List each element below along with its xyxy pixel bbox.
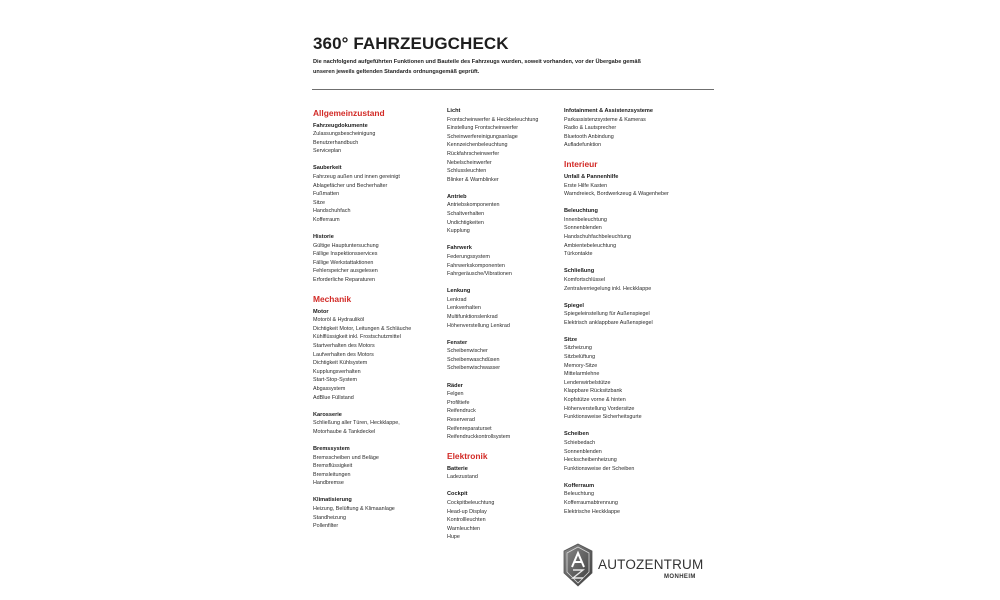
- checklist-item: Profiltiefe: [447, 399, 470, 406]
- checklist-item: Lenkrad: [447, 296, 467, 303]
- group-title: Scheiben: [564, 431, 589, 438]
- checklist-item: Scheinwerfereinigungsanlage: [447, 133, 518, 140]
- checklist-item: Sitzheizung: [564, 345, 592, 352]
- checklist-item: Scheibenwischer: [447, 348, 488, 355]
- checklist-item: Head-up Display: [447, 508, 487, 515]
- checklist-item: Pollenfilter: [313, 523, 339, 530]
- checklist-item: Ladezustand: [447, 474, 478, 481]
- checklist-group: [564, 207, 684, 259]
- checklist-item: Blinker & Warnblinker: [447, 176, 499, 183]
- checklist-item: Komfortschlüssel: [564, 276, 606, 283]
- checklist-item: Gültige Hauptuntersuchung: [313, 242, 379, 249]
- checklist-item: Bremsflüssigkeit: [313, 463, 353, 470]
- checklist-item: Mittelarmlehne: [564, 371, 600, 378]
- checklist-item: Schiebedach: [564, 439, 596, 446]
- checklist-item: Erste Hilfe Kasten: [564, 182, 608, 189]
- group-title: Beleuchtung: [564, 208, 598, 215]
- checklist-group: [564, 267, 684, 293]
- checklist-item: Kühlflüssigkeit inkl. Frostschutzmittel: [313, 334, 401, 341]
- checklist-item: Einstellung Frontscheinwerfer: [447, 125, 519, 132]
- checklist-item: Kopfstütze vorne & hinten: [564, 397, 626, 404]
- checklist-item: Antriebskomponenten: [447, 202, 500, 209]
- checklist-item: Reserverad: [447, 416, 475, 423]
- page-title: 360° FAHRZEUGCHECK: [313, 34, 509, 53]
- checklist-item: Felgen: [447, 391, 464, 398]
- checklist-group: [313, 308, 433, 403]
- group-title: Fenster: [447, 339, 468, 346]
- checklist-item: Schließung aller Türen, Heckklappe,: [313, 420, 400, 427]
- checklist-group: [447, 339, 567, 373]
- checklist-item: Aufladefunktion: [564, 142, 602, 149]
- checklist-item: Startverhalten des Motors: [313, 342, 375, 349]
- checklist-group: [564, 107, 684, 150]
- checklist-group: [313, 411, 433, 437]
- checklist-item: Reifenreparaturset: [447, 425, 492, 432]
- checklist-group: [313, 122, 433, 156]
- checklist-item: Memory-Sitze: [564, 362, 598, 369]
- checklist-item: Sitze: [313, 199, 325, 206]
- checklist-item: Multifunktionslenkrad: [447, 313, 498, 320]
- group-title: Fahrzeugdokumente: [313, 122, 368, 129]
- group-title: Sitze: [564, 336, 578, 343]
- checklist-item: Motorhaube & Tankdeckel: [313, 428, 376, 435]
- checklist-item: Ablagefächer und Becherhalter: [313, 182, 388, 189]
- section-title: Mechanik: [313, 294, 352, 305]
- checklist-item: Funktionsweise Sicherheitsgurte: [564, 414, 642, 421]
- checklist-item: Türkontakte: [564, 251, 593, 258]
- checklist-item: Heizung, Belüftung & Klimaanlage: [313, 505, 395, 512]
- checklist-item: Rückfahrscheinwerfer: [447, 150, 500, 157]
- checklist-item: Elektrische Heckklappe: [564, 508, 621, 515]
- checklist-item: Elektrisch anklappbare Außenspiegel: [564, 319, 653, 326]
- checklist-item: Radio & Lautsprecher: [564, 125, 617, 132]
- checklist-item: Federungssystem: [447, 253, 490, 260]
- checklist-item: Fehlerspeicher ausgelesen: [313, 268, 378, 275]
- checklist-item: Fahrwerkskomponenten: [447, 262, 505, 269]
- checklist-group: [564, 430, 684, 473]
- checklist-item: Handschuhfachbeleuchtung: [564, 234, 631, 241]
- section-title: Elektronik: [447, 451, 488, 462]
- checklist-item: Kofferraum: [313, 216, 340, 223]
- checklist-group: [313, 164, 433, 224]
- group-title: Schließung: [564, 268, 595, 275]
- group-title: Lenkung: [447, 288, 471, 295]
- checklist-item: Scheibenwaschdüsen: [447, 356, 500, 363]
- checklist-item: Parkassistenzsysteme & Kameras: [564, 116, 646, 123]
- checklist-item: AdBlue Füllstand: [313, 394, 354, 401]
- checklist-item: Kofferraumabtrennung: [564, 499, 618, 506]
- checklist-item: Fällige Inspektionsservices: [313, 251, 378, 258]
- header-divider: [312, 89, 714, 90]
- logo-city: MONHEIM: [664, 574, 696, 580]
- checklist-item: Reifendruckkontrollsystem: [447, 434, 511, 441]
- shield-logo-icon: [563, 543, 593, 587]
- checklist-item: Bremsscheiben und Beläge: [313, 454, 379, 461]
- checklist-item: Nebelscheinwerfer: [447, 159, 492, 166]
- checklist-item: Sonnenblenden: [564, 225, 602, 232]
- checklist-item: Erforderliche Reparaturen: [313, 277, 376, 283]
- group-title: Kofferraum: [564, 482, 595, 489]
- checklist-group: [447, 465, 567, 482]
- checklist-item: Beleuchtung: [564, 491, 594, 498]
- checklist-column-1: [313, 107, 433, 539]
- checklist-item: Warndreieck, Bordwerkzeug & Wagenheber: [564, 191, 669, 198]
- checklist-group: [447, 382, 567, 442]
- checklist-item: Kupplungsverhalten: [313, 368, 361, 375]
- checklist-item: Zentralverriegelung inkl. Heckklappe: [564, 285, 652, 292]
- group-title: Bremssystem: [313, 445, 350, 452]
- checklist-group: [447, 107, 567, 184]
- group-title: Antrieb: [447, 193, 467, 200]
- checklist-group: [313, 496, 433, 530]
- checklist-item: Höhenverstellung Lenkrad: [447, 322, 510, 329]
- checklist-column-2: [447, 107, 567, 550]
- checklist-item: Cockpitbeleuchtung: [447, 499, 495, 506]
- checklist-item: Schaltverhalten: [447, 211, 485, 218]
- checklist-item: Höhenverstellung Vordersitze: [564, 405, 635, 412]
- checklist-item: Kennzeichenbeleuchtung: [447, 142, 508, 149]
- checklist-item: Kontrollleuchten: [447, 517, 486, 524]
- section-title: Allgemeinzustand: [313, 108, 385, 118]
- checklist-item: Dichtigkeit Kühlsystem: [313, 360, 368, 367]
- checklist-item: Handschuhfach: [313, 208, 351, 215]
- checklist-item: Fußmatten: [313, 191, 340, 198]
- group-title: Licht: [447, 108, 461, 114]
- checklist-item: Ambientebeleuchtung: [564, 242, 617, 249]
- logo-name: AUTOZENTRUM: [598, 557, 704, 572]
- checklist-item: Motoröl & Hydrauliköl: [313, 317, 365, 324]
- group-title: Sauberkeit: [313, 165, 342, 172]
- checklist-item: Bremsleitungen: [313, 471, 351, 478]
- checklist-item: Spiegeleinstellung für Außenspiegel: [564, 311, 650, 318]
- checklist-group: [564, 336, 684, 422]
- checklist-group: [313, 233, 433, 285]
- checklist-item: Klappbare Rücksitzbank: [564, 388, 623, 395]
- checklist-item: Fahrzeug außen und innen gereinigt: [313, 173, 400, 180]
- group-title: Räder: [447, 382, 463, 389]
- checklist-item: Fahrgeräusche/Vibrationen: [447, 271, 512, 278]
- checklist-group: [447, 490, 567, 542]
- checklist-item: Handbremse: [313, 480, 344, 487]
- checklist-item: Benutzerhandbuch: [313, 139, 359, 146]
- group-title: Fahrwerk: [447, 245, 472, 252]
- checklist-item: Lenkverhalten: [447, 305, 481, 312]
- checklist-item: Hupe: [447, 534, 460, 541]
- checklist-item: Reifendruck: [447, 408, 476, 415]
- checklist-item: Scheibenwischwasser: [447, 365, 501, 372]
- checklist-item: Standheizung: [313, 514, 346, 521]
- checklist-item: Warnleuchten: [447, 525, 481, 532]
- group-title: Batterie: [447, 465, 468, 472]
- autozentrum-logo: [563, 543, 703, 591]
- group-title: Spiegel: [564, 302, 584, 309]
- checklist-group: [564, 302, 684, 328]
- checklist-item: Laufverhalten des Motors: [313, 351, 374, 358]
- checklist-item: Heckscheibenheizung: [564, 457, 617, 464]
- checklist-item: Lendenwirbelstütze: [564, 379, 611, 386]
- checklist-item: Schlussleuchten: [447, 168, 487, 175]
- group-title: Motor: [313, 308, 329, 315]
- checklist-item: Start-Stop-System: [313, 377, 358, 384]
- checklist-group: [447, 287, 567, 330]
- checklist-item: Undichtigkeiten: [447, 219, 484, 226]
- checklist-item: Fällige Werkstattaktionen: [313, 259, 374, 266]
- checklist-item: Bluetooth Anbindung: [564, 133, 614, 140]
- checklist-group: [564, 173, 684, 199]
- checklist-item: Sitzbelüftung: [564, 354, 596, 361]
- checklist-item: Zulassungsbescheinigung: [313, 131, 376, 138]
- group-title: Unfall & Pannenhilfe: [564, 173, 619, 180]
- checklist-item: Innenbeleuchtung: [564, 216, 607, 223]
- checklist-column-3: [564, 107, 684, 525]
- page-subtitle: Die nachfolgend aufgeführten Funktionen und Bauteile des Fahrzeugs wurden, soweit vorhanden, vor der Übergabe gemäß unseren jeweils geltenden Standards ordnungsgemäß geprüft.: [313, 59, 641, 75]
- section-title: Interieur: [564, 159, 598, 170]
- checklist-group: [447, 244, 567, 278]
- checklist-group: [313, 445, 433, 488]
- checklist-item: Kupplung: [447, 228, 470, 235]
- checklist-group: [564, 482, 684, 516]
- checklist-item: Frontscheinwerfer & Heckbeleuchtung: [447, 116, 539, 123]
- checklist-item: Sonnenblenden: [564, 448, 602, 455]
- checklist-item: Serviceplan: [313, 148, 342, 155]
- group-title: Cockpit: [447, 491, 468, 498]
- checklist-group: [447, 193, 567, 236]
- group-title: Historie: [313, 234, 334, 241]
- group-title: Klimatisierung: [313, 497, 352, 504]
- checklist-item: Funktionsweise der Scheiben: [564, 465, 635, 472]
- checklist-item: Dichtigkeit Motor, Leitungen & Schläuche: [313, 325, 412, 332]
- group-title: Karosserie: [313, 411, 342, 418]
- group-title: Infotainment & Assistenzsysteme: [564, 108, 654, 114]
- checklist-item: Abgassystem: [313, 385, 346, 392]
